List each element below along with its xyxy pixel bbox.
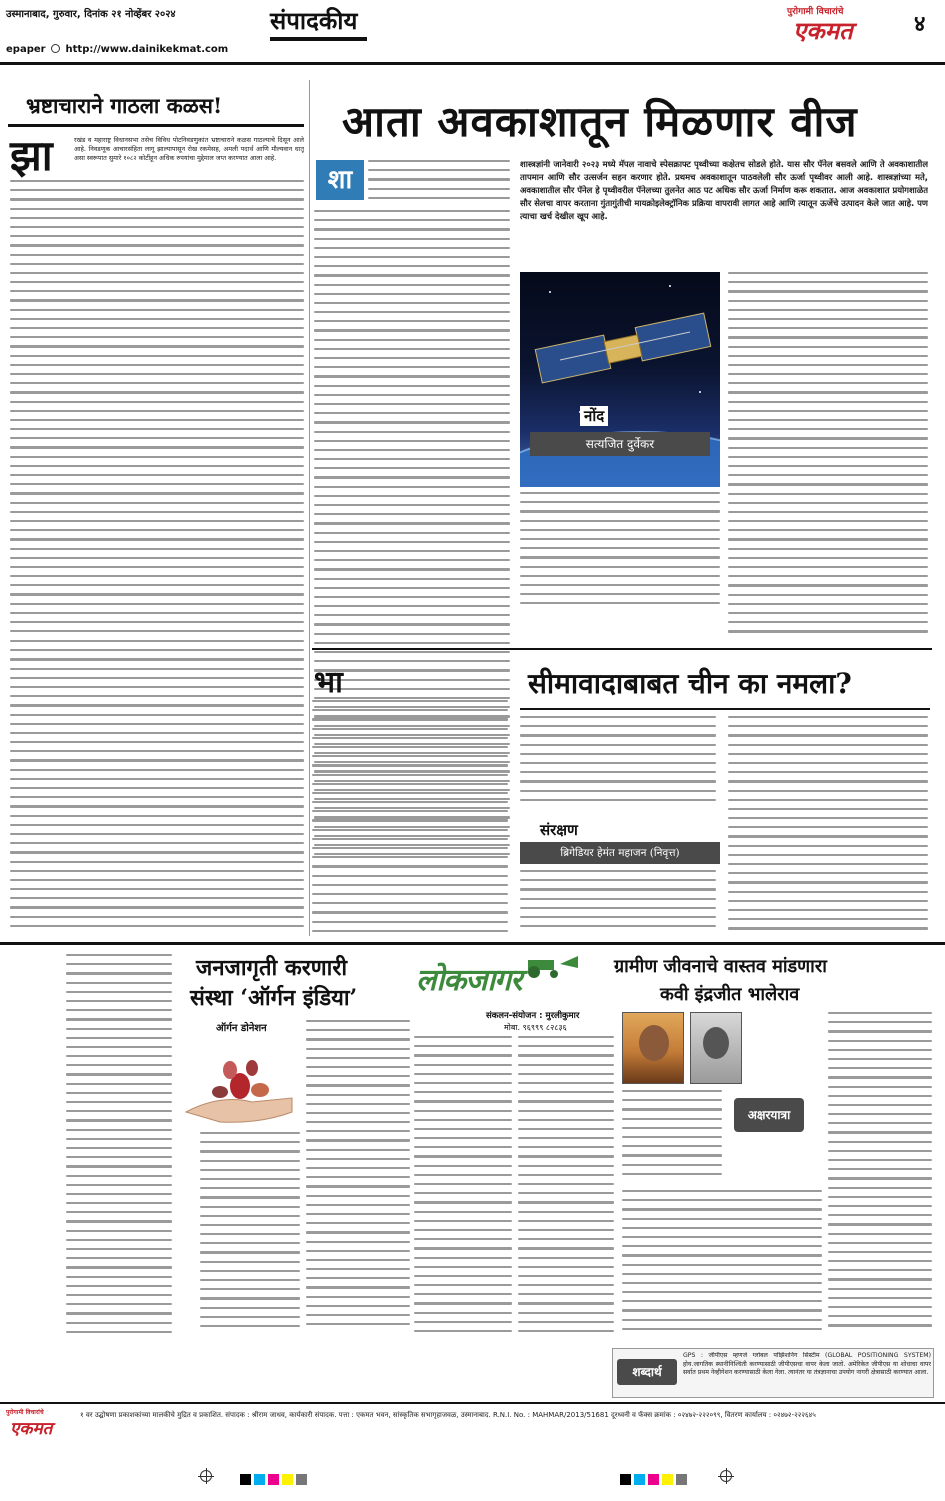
- left-body-text: [10, 180, 304, 638]
- registration-mark-right: [720, 1470, 732, 1482]
- china-col3-text: [728, 716, 928, 938]
- china-byline-label: संरक्षण: [540, 821, 578, 839]
- organ-col1-text: [66, 954, 172, 1344]
- poet-col3-text: [828, 1012, 932, 1340]
- poet-photo-1: [622, 1012, 684, 1084]
- china-headline: सीमावादाबाबत चीन का नमला?: [528, 667, 852, 700]
- organ-donation-image: [180, 1020, 300, 1130]
- left-headline: भ्रष्टाचाराने गाठला कळस!: [26, 93, 223, 118]
- main-headline: आता अवकाशातून मिळणार वीज: [342, 97, 858, 146]
- footer-rule: [0, 1402, 945, 1404]
- left-body-text-cont: [10, 640, 304, 930]
- header-rule: [0, 62, 945, 65]
- glossary-label: शब्दार्थ: [617, 1359, 677, 1385]
- china-headline-rule: [520, 708, 930, 710]
- brand-name: एकमत: [793, 16, 853, 45]
- footer-brand-tagline: पुरोगामी विचारांचे: [6, 1409, 44, 1416]
- poet-face-old: [703, 1027, 729, 1059]
- china-col2-text-bottom: [520, 870, 716, 938]
- page-number: ४: [914, 11, 926, 37]
- poet-photo-2: [690, 1012, 742, 1084]
- poet-col2-text: [622, 1190, 822, 1340]
- main-byline-name: सत्यजित दुर्वेकर: [530, 432, 710, 456]
- footer-brand: [4, 1408, 74, 1442]
- main-dropcap: शा: [316, 160, 364, 200]
- main-col2-text: [520, 492, 720, 612]
- china-col1-text: [312, 700, 508, 936]
- hand-organs-illustration: [180, 1020, 300, 1130]
- poet-headline-1: ग्रामीण जीवनाचे वास्तव मांडणारा: [614, 956, 827, 977]
- epaper-link[interactable]: [6, 44, 228, 55]
- tractor-icon: [520, 950, 580, 980]
- organ-col3-text: [306, 1020, 410, 1342]
- section-title: संपादकीय: [270, 4, 367, 41]
- left-lead-text: रखंड व महाराष्ट्र विधानसभा तसेच विविध पोटनिवडणुकांत भ्रष्टाचाराने कळस गाठल्याचे दिसून आले आहे. निवडणूक आचारसंहिता लागू झाल्यापासून रोख रकमेसह, अमली पदार्थ आणि मौल्यवान धातू असा स्वरूपात सुमारे १०८२ कोटींहून अधिक रुपयांचा मुद्देमाल जप्त करण्यात आला आहे.: [74, 136, 304, 163]
- main-standfirst: शास्त्रज्ञांनी जानेवारी २०२३ मध्ये मॅपल नावाचे स्पेसक्राफ्ट पृथ्वीच्या कक्षेतच सोडले होते. यास सौर पॅनेल बसवले आणि ते अवकाशातील तापमान आणि सौर उत्सर्जन सहन करणार होते. प्रथमच अवकाशातून पाठवलेली सौर ऊर्जा पृथ्वीवर आली आहे. शास्त्रज्ञांच्या मते, अवकाशातील सौर पॅनेल हे पृथ्वीवरील पॅनेलच्या तुलनेत आठ पट अधिक सौर ऊर्जा निर्माण करू शकतात. आज अवकाशात प्रयोगशाळेत सौर सेलचा वापर करताना गुंतागुंतीची मायक्रोइलेक्ट्रॉनिक प्रक्रिया वापरावी लागत आहे आणि त्यातून ऊर्जेचे उत्पादन केले जात आहे. पण त्याचा खर्च देखील खूप आहे.: [520, 159, 928, 221]
- lokjagar-logo: [414, 950, 584, 1008]
- registration-mark-left: [200, 1470, 212, 1482]
- color-bar-left: [240, 1470, 310, 1489]
- glossary-box: [612, 1348, 934, 1398]
- main-intro-text: [368, 160, 510, 204]
- column-separator: [309, 80, 310, 936]
- brand-tagline: पुरोगामी विचारांचे: [787, 7, 844, 17]
- poet-headline-2: कवी इंद्रजीत भालेराव: [660, 984, 800, 1005]
- poet-face: [639, 1025, 669, 1061]
- color-bar-right: [620, 1470, 690, 1489]
- epaper-label: epaper: [6, 44, 46, 55]
- main-byline-label: नोंद: [580, 406, 608, 426]
- lokjagar-editor: संकलन-संयोजन : मुरलीकुमार: [486, 1011, 580, 1021]
- dateline: उस्मानाबाद, गुरुवार, दिनांक २१ नोव्हेंबर २०२४: [6, 9, 176, 20]
- organ-image-caption: ऑर्गन डोनेशन: [216, 1023, 267, 1034]
- organ-headline-1: जनजागृती करणारी: [196, 955, 348, 981]
- organ-col2-text: [200, 1132, 300, 1342]
- main-col3-text: [728, 272, 928, 642]
- lokjagar-col2-text: [518, 1036, 614, 1340]
- china-byline-name: ब्रिगेडियर हेमंत महाजन (निवृत्त): [520, 842, 720, 864]
- footer-brand-name: एकमत: [10, 1419, 53, 1439]
- poet-col1-text: [622, 1090, 722, 1182]
- organ-headline-2: संस्था ‘ऑर्गन इंडिया’: [190, 985, 358, 1011]
- main-bottom-rule: [312, 648, 932, 650]
- left-dropcap: झा: [10, 131, 53, 180]
- website-url[interactable]: http://www.dainikekmat.com: [65, 44, 229, 55]
- china-col2-text-top: [520, 716, 716, 808]
- glossary-text: GPS : जीपीएस म्हणजे ग्लोबल पोझिशनिंग सिस्टीम (GLOBAL POSITIONING SYSTEM) होय.जागतिक स्थानीनिश्चिती करण्यासाठी जीपीएसचा वापर केला जातो. अमेरिकेत जीपीएस या शोधाचा वापर सर्वात प्रथम नेव्हीगेशन करण्यासाठी केला गेला. त्यानंतर या तंत्रज्ञानाचा उपयोग नागरी क्षेत्रासाठी करण्यात आला.: [683, 1352, 931, 1377]
- lower-band-rule: [0, 942, 945, 945]
- brand-logo: [773, 4, 903, 44]
- china-dropcap: भा: [314, 665, 343, 700]
- globe-icon: [51, 44, 60, 53]
- lokjagar-col1-text: [414, 1036, 512, 1340]
- poet-badge: अक्षरयात्रा: [734, 1098, 804, 1132]
- lokjagar-logo-text: लोकजागर: [416, 963, 522, 998]
- lokjagar-phone: मोबा. ९६९९९ ८२८३६: [504, 1023, 567, 1032]
- left-headline-rule: [8, 124, 304, 127]
- footer-imprint: १ वर उद्घोषणा प्रकाशकांच्या मालकीचे मुद्रित व प्रकाशित. संपादक : श्रीराम जाधव, कार्यकारी संपादक. पत्ता : एकमत भवन, सांस्कृतिक सभागृहाजवळ, उस्मानाबाद. R.N.I. No. : MAHMAR/2013/51681 दूरध्वनी व फॅक्स क्रमांक : ०२४७२-२२२०९९, वितरण कार्यालय : ०२४७२-२२२६४५: [80, 1411, 816, 1419]
